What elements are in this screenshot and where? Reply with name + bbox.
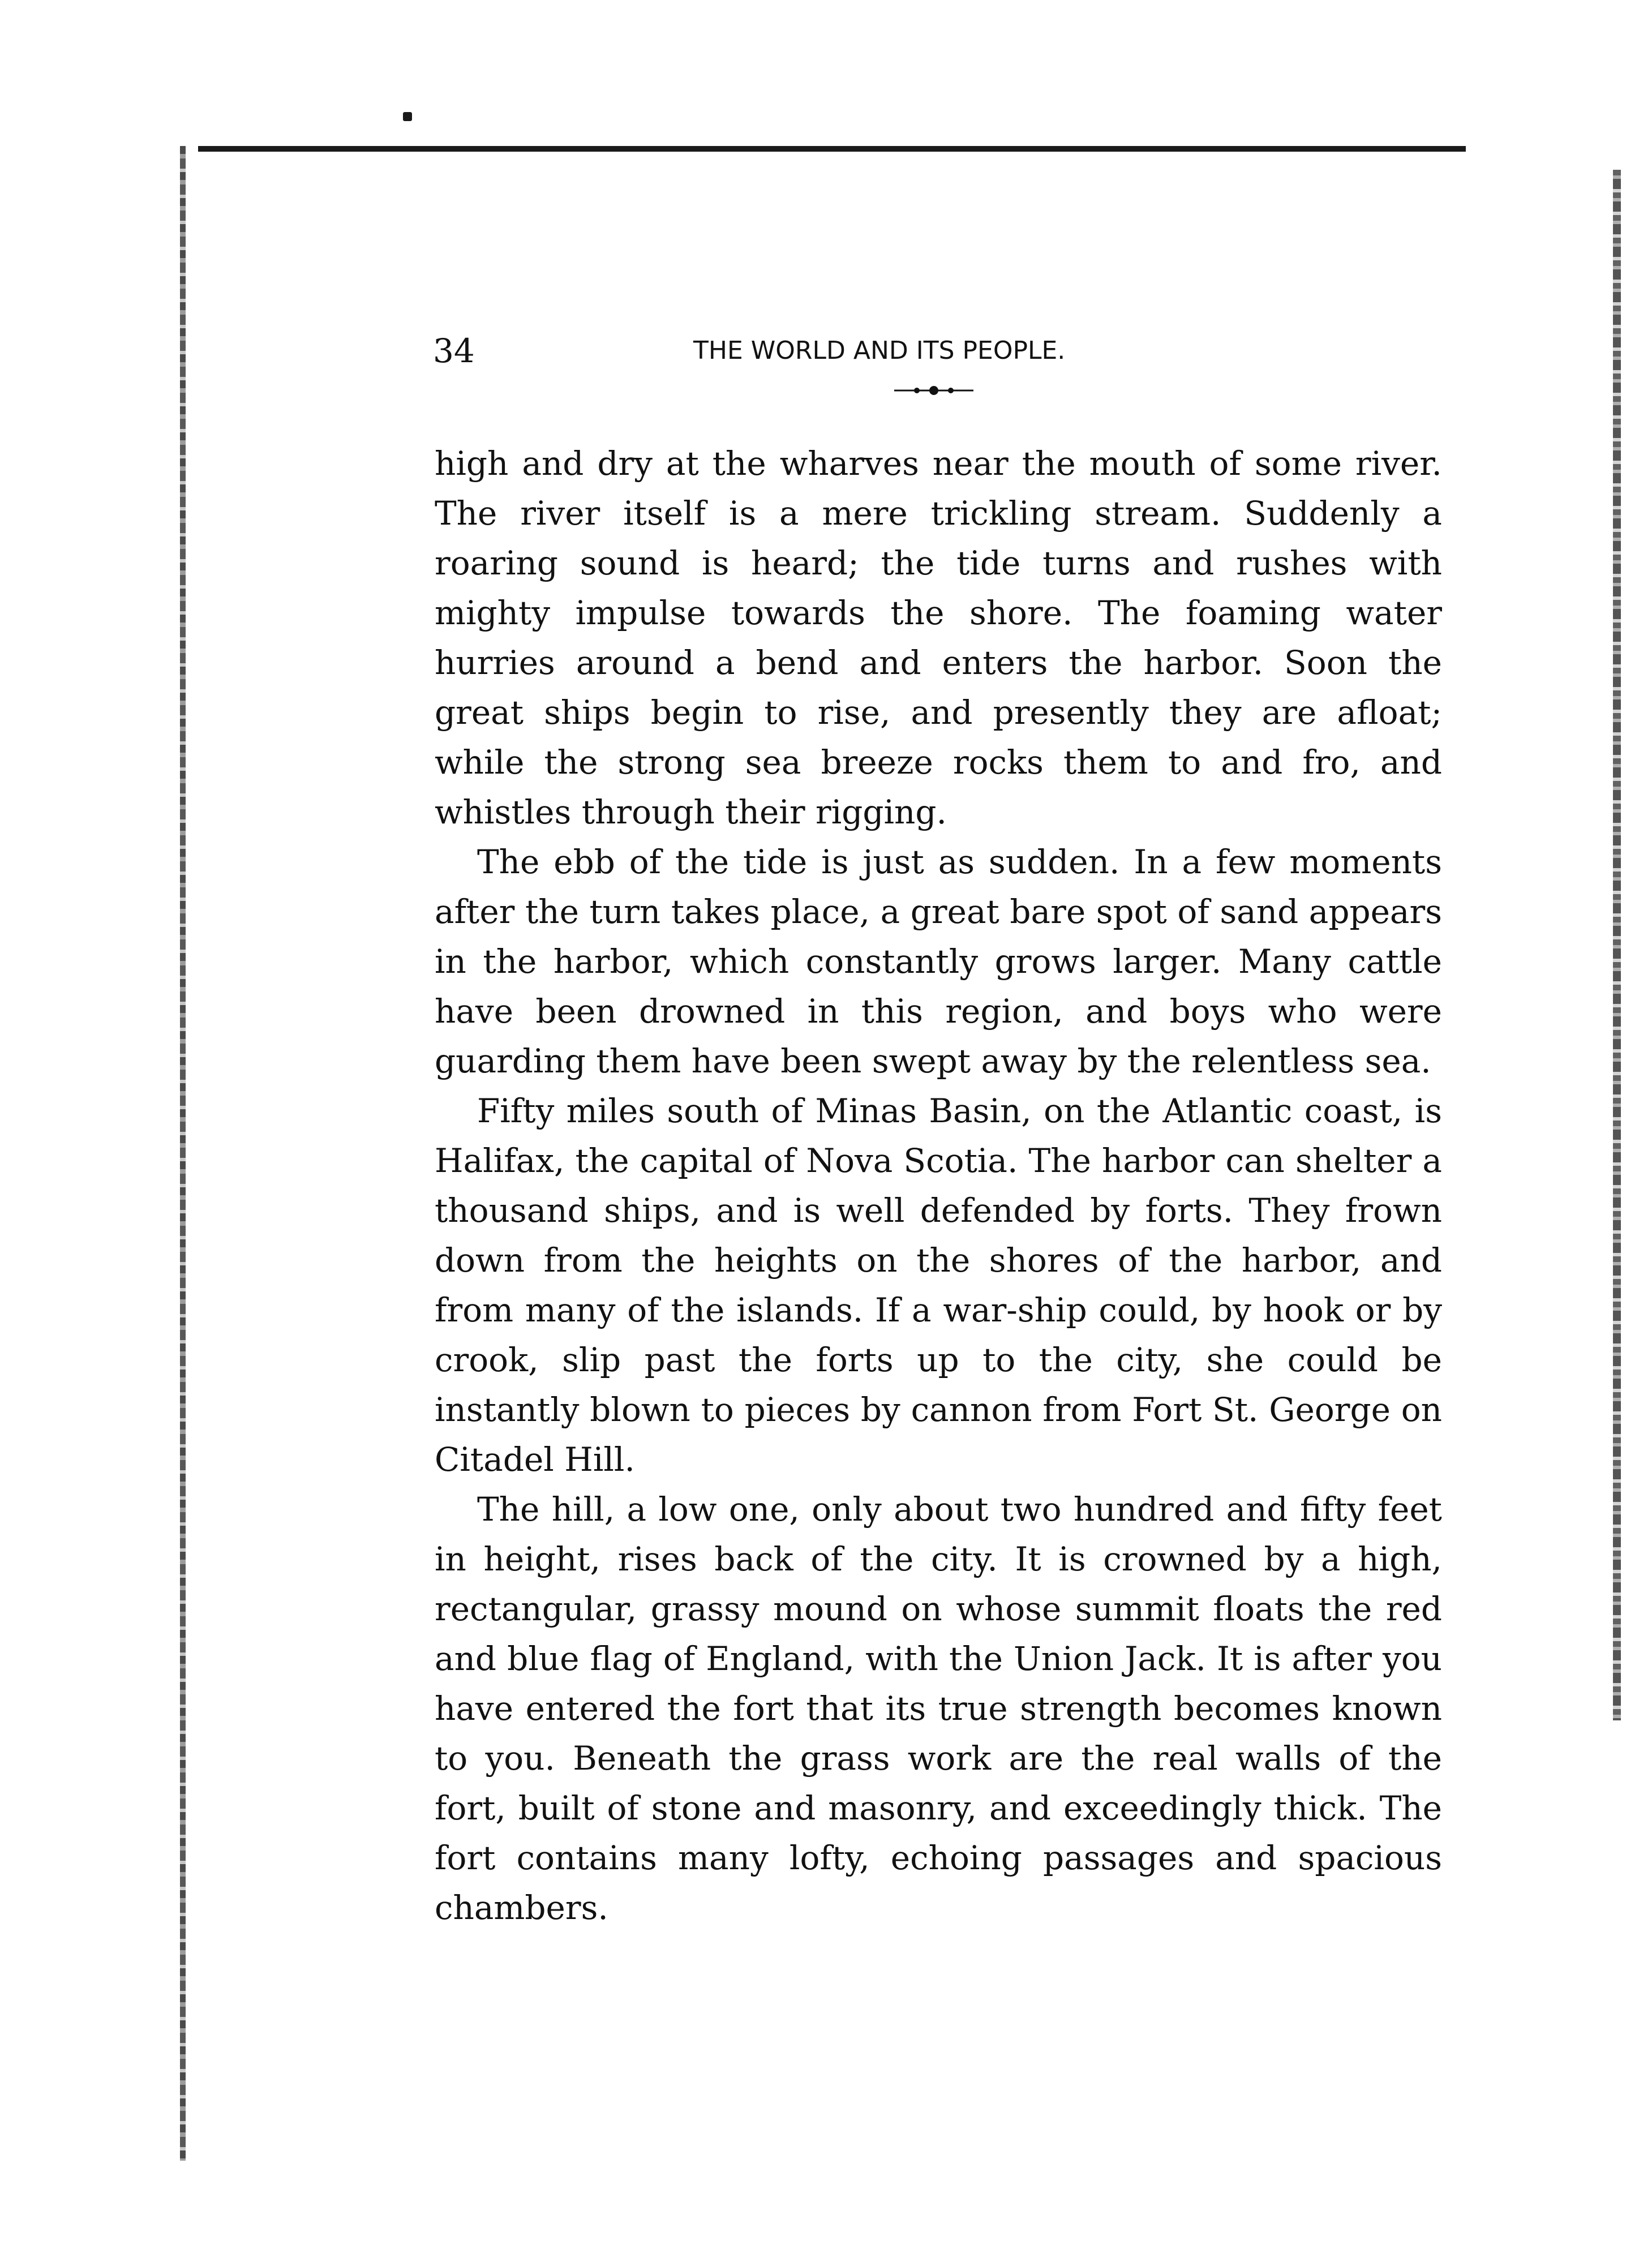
- left-binding-edge: [180, 146, 186, 2161]
- body-text: [435, 439, 1442, 1933]
- paragraph-citadel-hill: The hill, a low one, only about two hundred and fifty feet in height, rises back of the city. It is crowned by a high, rectangular, grassy mound on whose summit floats the red and blue flag of England, with the Union Jack. It is after you have entered the fort that its true strength becomes known to you. Beneath the grass work are the real walls of the fort, built of stone and masonry, and exceedingly thick. The fort contains many lofty, echoing passages and spacious chambers.: [435, 1490, 1442, 1927]
- title-ornament: [891, 385, 976, 396]
- print-speck: [403, 112, 412, 121]
- running-title: THE WORLD AND ITS PEOPLE.: [693, 336, 1066, 365]
- page-number: 34: [433, 332, 475, 370]
- right-page-edge: [1613, 170, 1621, 1720]
- page-header: [433, 325, 1446, 376]
- paragraph-tide-ebb: The ebb of the tide is just as sudden. In a few moments after the turn takes place, a great bare spot of sand appears in the harbor, which constantly grows larger. Many cattle have been drowned in this region, and boys who were guarding them have been swept away by the relentless sea.: [435, 843, 1442, 1080]
- paragraph-halifax: Fifty miles south of Minas Basin, on the Atlantic coast, is Halifax, the capital of Nova Scotia. The harbor can shelter a thousand ships, and is well defended by forts. They frown down from the heights on the shores of the harbor, and from many of the islands. If a war-ship could, by hook or by crook, slip past the forts up to the city, she could be instantly blown to pieces by cannon from Fort St. George on Citadel Hill.: [435, 1092, 1442, 1479]
- paragraph-continued: high and dry at the wharves near the mouth of some river. The river itself is a mere trickling stream. Suddenly a roaring sound is heard; the tide turns and rushes with mighty impulse towards the shore. The foaming water hurries around a bend and enters the harbor. Soon the great ships begin to rise, and presently they are afloat; while the strong sea breeze rocks them to and fro, and whistles through their rigging.: [435, 444, 1442, 831]
- header-rule: [198, 146, 1466, 152]
